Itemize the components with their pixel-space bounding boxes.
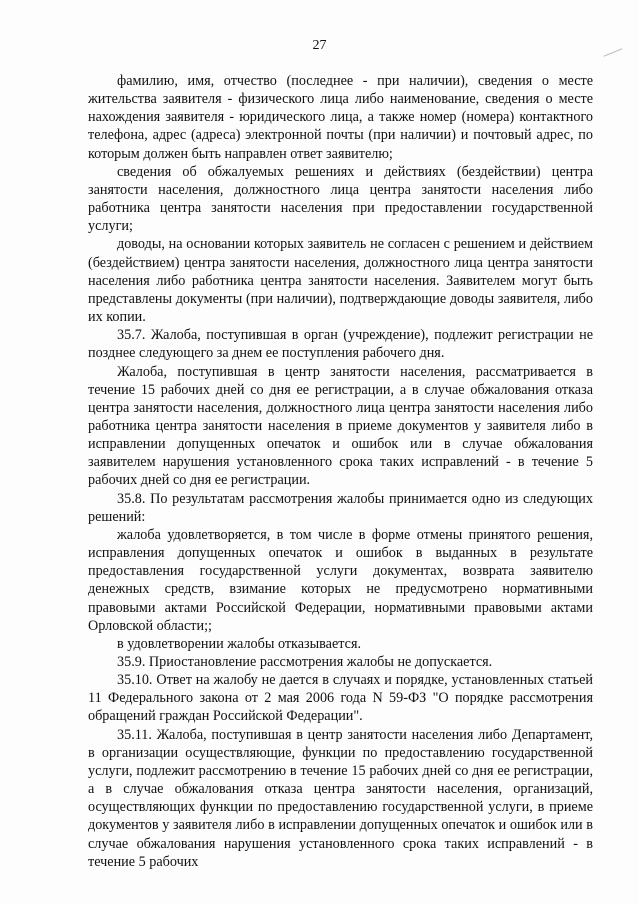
document-body: [88, 72, 593, 871]
paragraph-35-8: 35.8. По результатам рассмотрения жалобы принимается одно из следующих решений:: [88, 490, 593, 525]
paragraph-appealed-decisions: сведения об обжалуемых решениях и действиях (бездействии) центра занятости населения, должностного лица центра занятости населения либо работника центра занятости населения при предоставлении государственной услуги;: [88, 163, 593, 235]
paragraph-applicant-details: фамилию, имя, отчество (последнее - при наличии), сведения о месте жительства заявителя - физического лица либо наименование, сведения о месте нахождения заявителя - юридического лица, а также номер (номера) контактного телефона, адрес (адреса) электронной почты (при наличии) и почтовый адрес, по которым должен быть направлен ответ заявителю;: [88, 73, 593, 162]
paragraph-complaint-rejected: в удовлетворении жалобы отказывается.: [117, 635, 362, 652]
paragraph-35-9: 35.9. Приостановление рассмотрения жалобы не допускается.: [117, 654, 493, 670]
paragraph-arguments: доводы, на основании которых заявитель не согласен с решением и действием (бездействием) центра занятости населения, должностного лица центра занятости населения либо работника центра занятости населения. Заявителем могут быть представлены документы (при наличии), подтверждающие доводы заявителя, либо их копии.: [88, 236, 593, 326]
paragraph-review-period: Жалоба, поступившая в центр занятости населения, рассматривается в течение 15 рабочих дней со дня ее регистрации, а в случае обжалования отказа центра занятости населения, должностного лица центра занятости населения либо работника центра занятости населения в приеме документов у заявителя либо в исправлении допущенных опечаток и ошибок или в случае обжалования заявителем нарушения установленного срока таких исправлений - в течение 5 рабочих дней со дня ее регистрации.: [88, 363, 593, 489]
paragraph-35-11: 35.11. Жалоба, поступившая в центр занятости населения либо Департамент, в организации осуществляющие, функции по предоставлению государственной услуги, подлежит рассмотрению в течение 15 рабочих дней со дня ее регистрации, а в случае обжалования отказа центра занятости населения, организаций, осуществляющих функции по предоставлению государственной услуги, в приеме документов у заявителя либо в исправлении допущенных опечаток и ошибок или в случае обжалования нарушения установленного срока таких исправлений - в течение 5 рабочих: [88, 726, 593, 870]
paragraph-complaint-satisfied: жалоба удовлетворяется, в том числе в форме отмены принятого решения, исправления допущенных опечаток и ошибок в выданных в результате предоставления государственной услуги документах, возврата заявителю денежных средств, взимание которых не предусмотрено нормативными правовыми актами Российской Федерации, нормативными правовыми актами Орловской области;;: [88, 526, 593, 634]
page-number: 27: [312, 38, 327, 53]
paragraph-35-10: 35.10. Ответ на жалобу не дается в случаях и порядке, установленных статьей 11 Федерального закона от 2 мая 2006 года N 59-ФЗ "О порядке рассмотрения обращений граждан Российской Федерации".: [88, 672, 593, 725]
paragraph-35-7: 35.7. Жалоба, поступившая в орган (учреждение), подлежит регистрации не позднее следующего за днем ее поступления рабочего дня.: [88, 327, 593, 362]
